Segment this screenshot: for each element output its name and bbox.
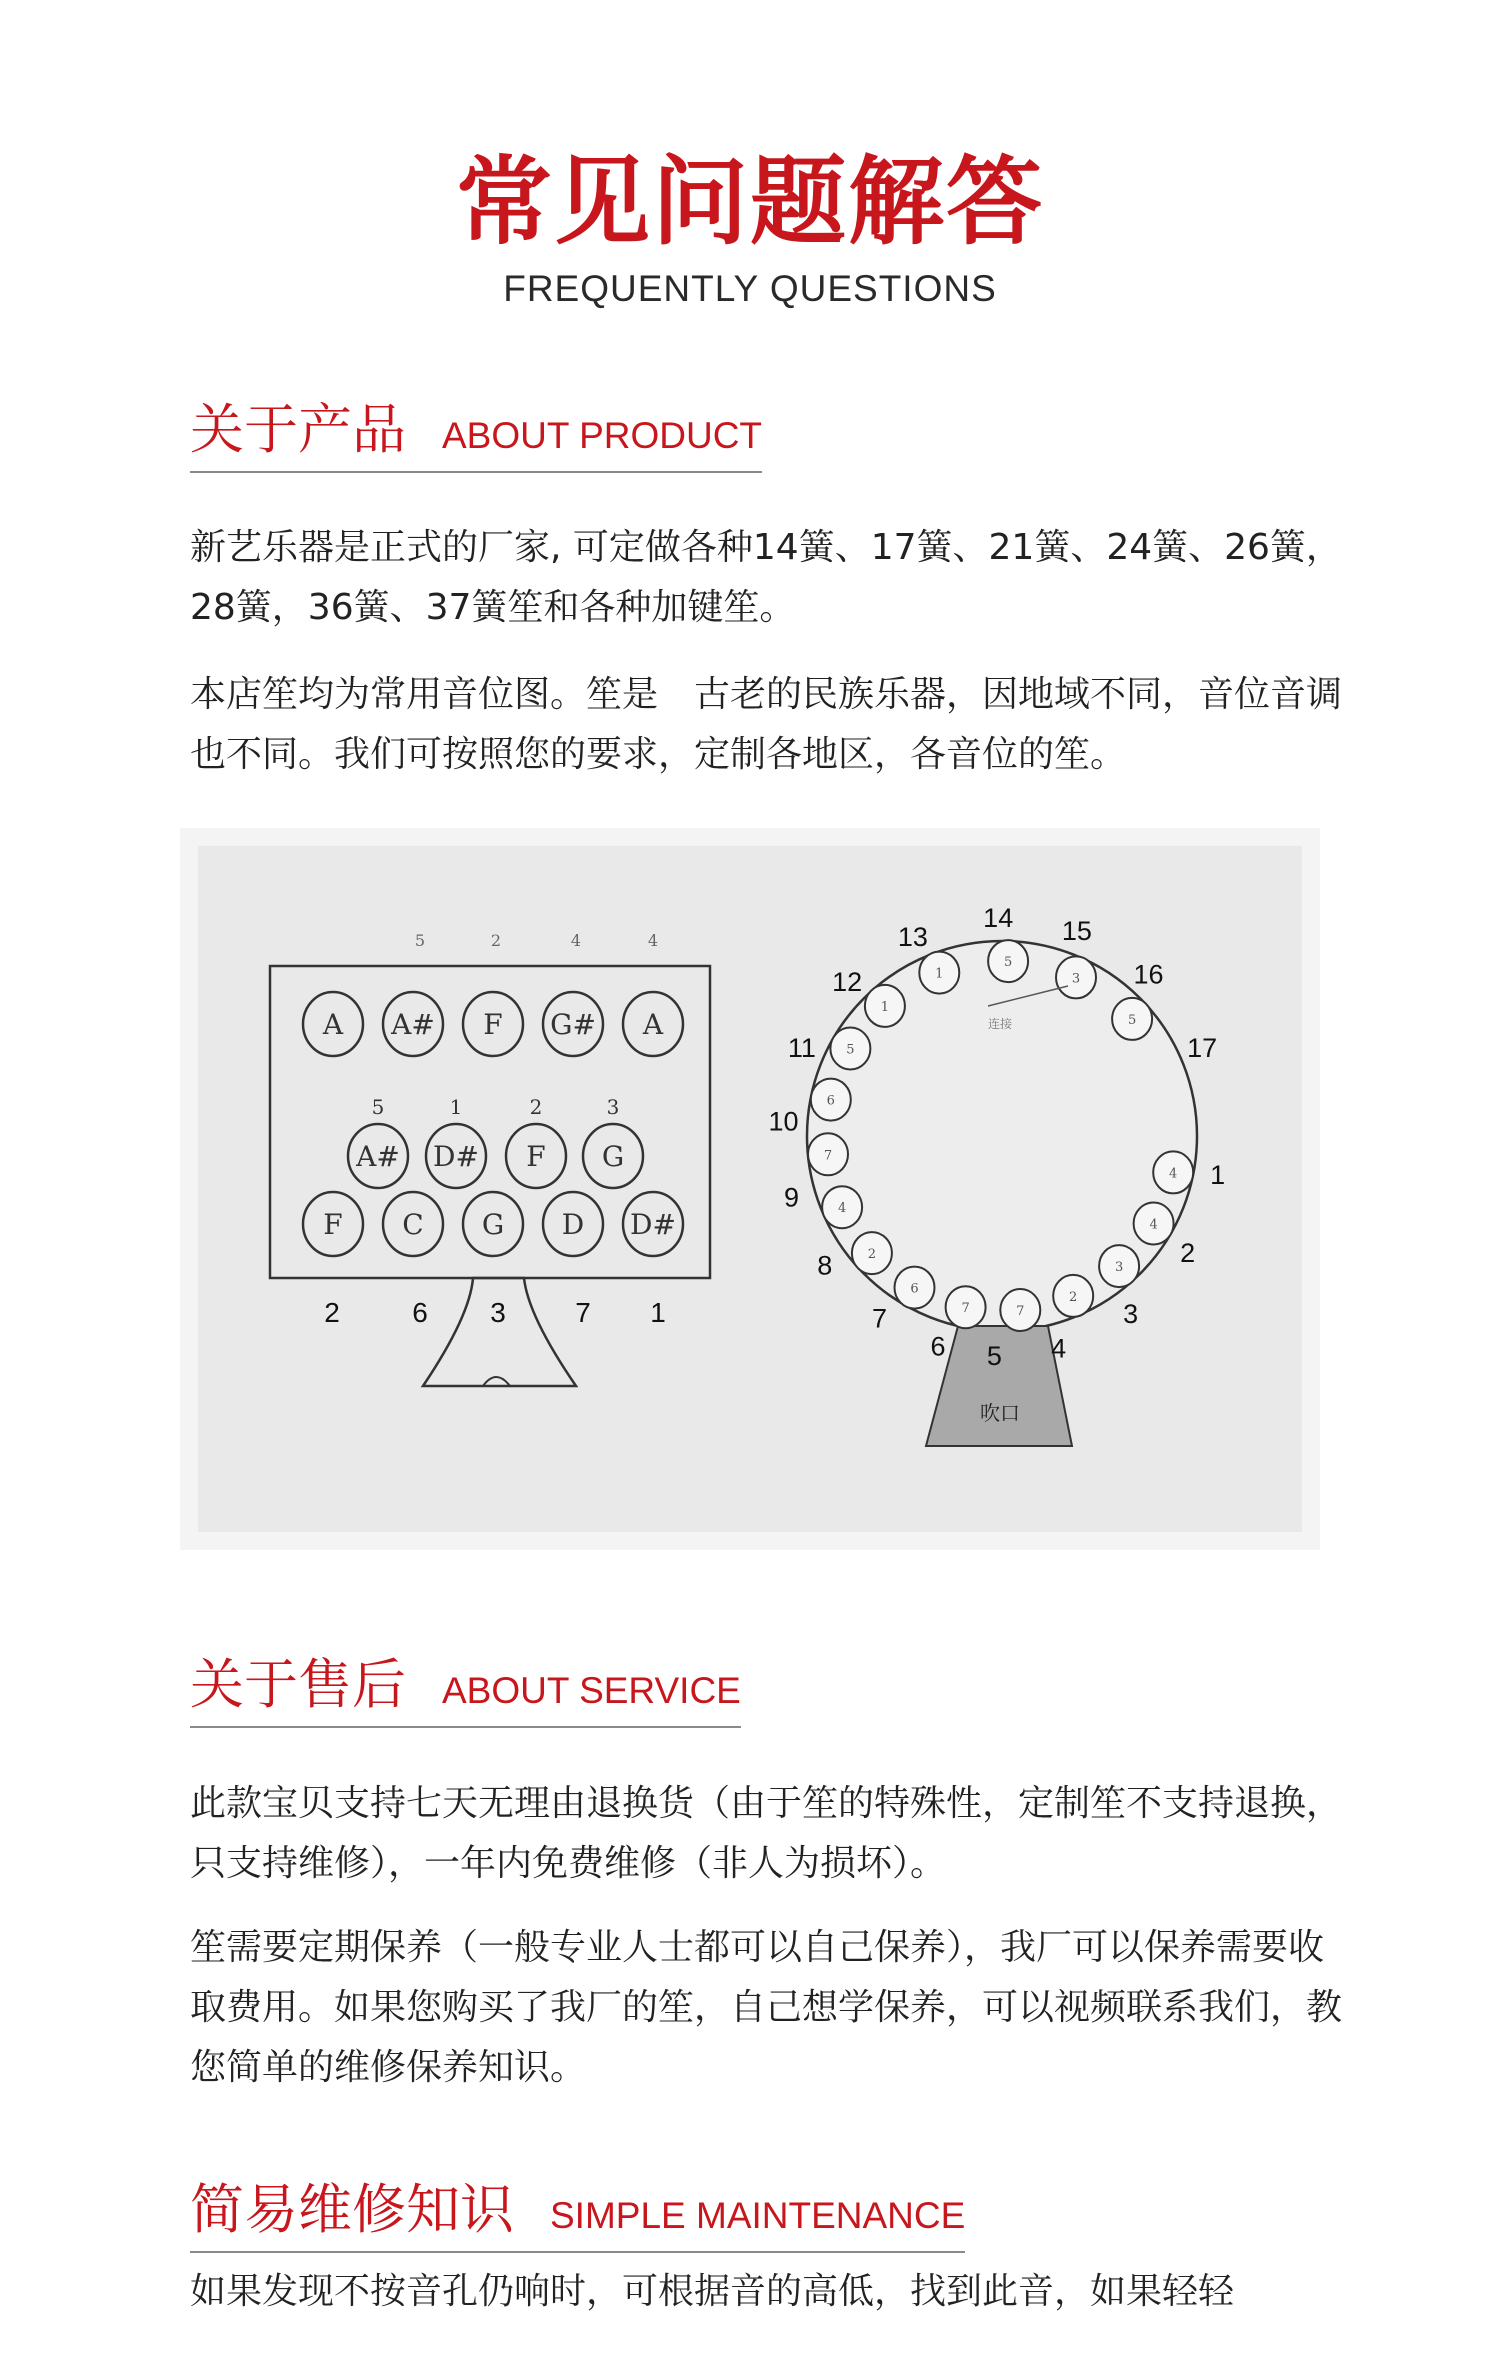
top-mark: 4 xyxy=(647,931,659,950)
wheel-hole-label: 4 xyxy=(837,1201,847,1217)
wheel-hole-label: 1 xyxy=(935,966,944,982)
pipe-number: 5 xyxy=(986,1340,1002,1371)
middle-mark: 5 xyxy=(371,1095,385,1119)
section-heading-about-service xyxy=(190,1655,741,1728)
bottom-row-note: G xyxy=(481,1208,505,1241)
pipe-number: 1 xyxy=(1210,1160,1226,1190)
middle-row-note: F xyxy=(526,1140,546,1173)
middle-mark: 1 xyxy=(449,1095,463,1119)
left-stand xyxy=(423,1278,576,1386)
wheel-hole-label: 2 xyxy=(867,1247,877,1263)
wheel-hole-label: 4 xyxy=(1149,1217,1158,1233)
product-paragraph-1: 新艺乐器是正式的厂家, 可定做各种14簧、17簧、21簧、24簧、26簧，28簧，36簧、37簧笙和各种加键笙。 xyxy=(190,527,1342,628)
bottom-number: 3 xyxy=(490,1297,506,1328)
left-stand-notch xyxy=(483,1377,510,1386)
section-heading-simple-maintenance xyxy=(190,2180,965,2253)
bottom-number: 2 xyxy=(324,1297,340,1328)
wheel-hole-label: 3 xyxy=(1071,971,1081,987)
pipe-number: 13 xyxy=(897,921,928,952)
wheel-hole-label: 5 xyxy=(846,1042,855,1058)
pipe-number: 10 xyxy=(768,1106,799,1137)
wheel-hole-label: 7 xyxy=(823,1148,833,1164)
pipe-number: 9 xyxy=(783,1182,800,1213)
section-title-cn: 关于产品 xyxy=(190,398,406,461)
pipe-number: 2 xyxy=(1180,1238,1196,1269)
section-title-en: ABOUT PRODUCT xyxy=(442,415,763,456)
page-title: 常见问题解答 xyxy=(456,146,1044,258)
wheel-hole-label: 3 xyxy=(1114,1260,1124,1276)
section-heading-about-product xyxy=(190,400,762,473)
middle-row-note: D# xyxy=(433,1140,479,1173)
bottom-row-note: D xyxy=(561,1208,585,1241)
top-row-note: G# xyxy=(550,1008,596,1041)
middle-row-note: G xyxy=(601,1140,625,1173)
bottom-row-note: C xyxy=(402,1208,424,1241)
top-row-note: A# xyxy=(391,1008,435,1041)
maintenance-paragraph-1 xyxy=(190,2271,1350,2322)
pipe-number: 14 xyxy=(983,903,1014,933)
top-mark: 5 xyxy=(414,931,426,950)
pipe-number: 11 xyxy=(787,1032,816,1063)
maintenance-text: 如果发现不按音孔仍响时，可根据音的高低，找到此音，如果轻轻 xyxy=(190,2271,1235,2312)
annotation-label: 连接 xyxy=(988,1017,1013,1031)
middle-row-note: A# xyxy=(356,1140,400,1173)
diagram-svg xyxy=(198,846,1302,1532)
top-row-note: A xyxy=(322,1008,344,1041)
page-subtitle: FREQUENTLY QUESTIONS xyxy=(503,268,997,309)
wheel-hole-label: 7 xyxy=(961,1301,970,1317)
wheel-hole-label: 6 xyxy=(826,1093,835,1109)
wheel-hole-label: 7 xyxy=(1016,1304,1025,1319)
pipe-number: 17 xyxy=(1187,1032,1218,1063)
service-paragraph-1: 此款宝贝支持七天无理由退换货（由于笙的特殊性，定制笙不支持退换，只支持维修），一年内免费维修（非人为损坏）。 xyxy=(190,1783,1343,1884)
bottom-number: 1 xyxy=(650,1297,666,1328)
product-paragraph-2: 本店笙均为常用音位图。笙是 古老的民族乐器，因地域不同，音位音调也不同。我们可按照您的要求，定制各地区，各音位的笙。 xyxy=(190,674,1343,775)
pipe-number: 6 xyxy=(930,1331,946,1362)
wheel-hole-label: 4 xyxy=(1169,1166,1178,1182)
wheel-hole-label: 2 xyxy=(1069,1289,1078,1305)
pipe-number: 16 xyxy=(1133,959,1164,990)
top-mark: 2 xyxy=(490,931,502,950)
pipe-number: 15 xyxy=(1061,916,1092,947)
section-title-en: ABOUT SERVICE xyxy=(442,1670,741,1711)
pipe-number: 4 xyxy=(1051,1333,1067,1364)
pipe-number: 8 xyxy=(817,1250,833,1281)
mouthpiece-label: 吹口 xyxy=(980,1401,1020,1425)
pipe-number: 7 xyxy=(871,1303,888,1334)
top-row-note: A xyxy=(642,1008,664,1041)
section-title-cn: 关于售后 xyxy=(190,1653,406,1716)
middle-mark: 3 xyxy=(606,1095,620,1119)
wheel-hole-label: 1 xyxy=(880,999,890,1015)
wheel-hole-label: 5 xyxy=(1003,955,1013,971)
wheel-hole-label: 6 xyxy=(910,1281,919,1297)
diagram-photo xyxy=(198,846,1302,1532)
bottom-row-note: D# xyxy=(630,1208,676,1241)
top-mark: 4 xyxy=(570,931,582,950)
service-paragraph-2: 笙需要定期保养（一般专业人士都可以自己保养），我厂可以保养需要收取费用。如果您购买了我厂的笙，自己想学保养，可以视频联系我们，教您简单的维修保养知识。 xyxy=(190,1927,1343,2088)
wheel-hole-label: 5 xyxy=(1127,1012,1137,1028)
section-title-cn: 简易维修知识 xyxy=(190,2178,514,2241)
section-title-en: SIMPLE MAINTENANCE xyxy=(550,2195,966,2236)
bottom-number: 6 xyxy=(412,1297,428,1328)
pipe-number: 12 xyxy=(832,967,863,998)
sheng-fingering-diagram xyxy=(180,828,1320,1550)
bottom-number: 7 xyxy=(575,1297,591,1328)
middle-mark: 2 xyxy=(529,1095,543,1119)
top-row-note: F xyxy=(483,1008,503,1041)
bottom-row-note: F xyxy=(323,1208,343,1241)
pipe-number: 3 xyxy=(1123,1299,1139,1330)
